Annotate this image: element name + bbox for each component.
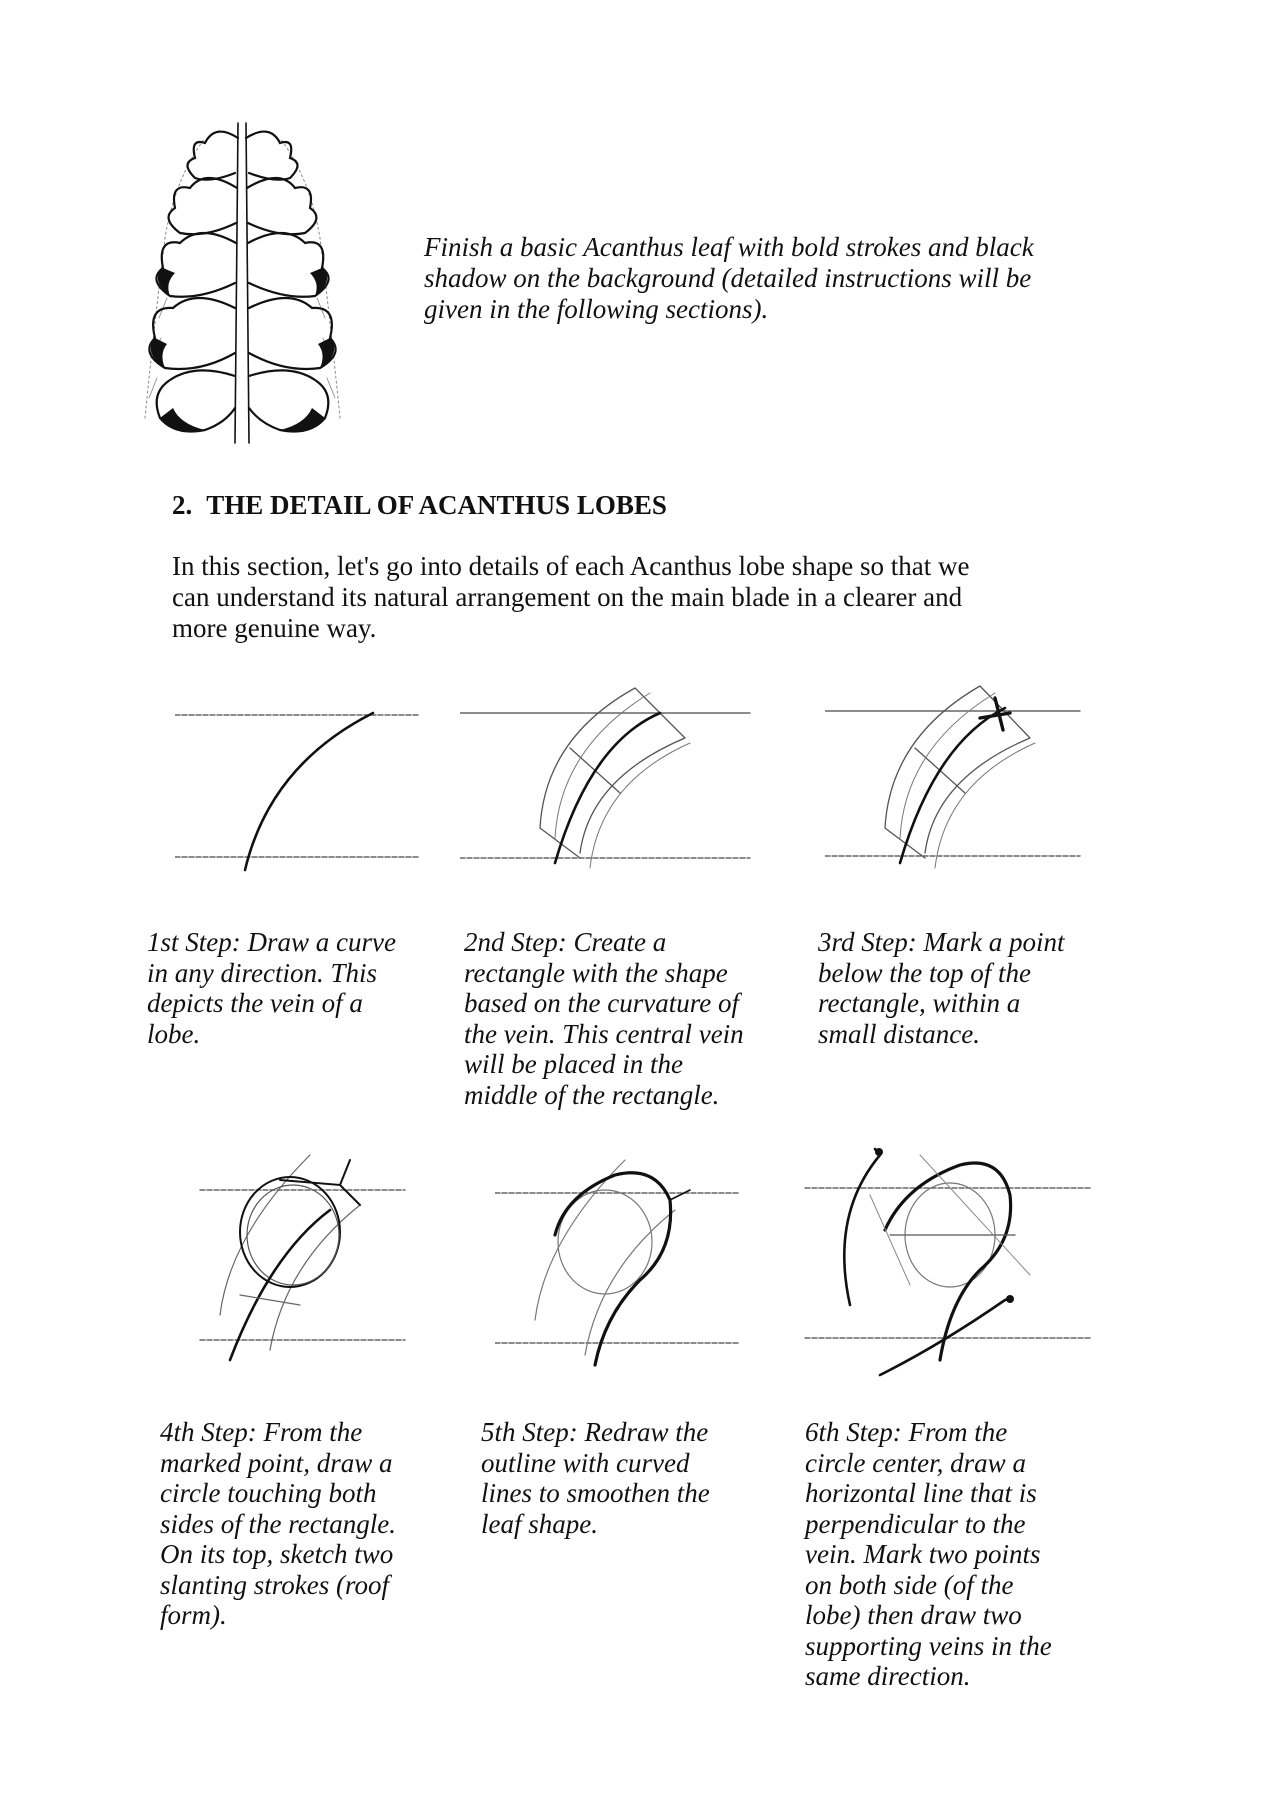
step-1-caption: 1st Step: Draw a curve in any direction. This depicts the vein of a lobe. [147, 927, 396, 1049]
step-4-sketch [190, 1145, 425, 1380]
step-6-sketch [800, 1135, 1095, 1395]
step-3-sketch [825, 668, 1085, 893]
step-5-sketch [495, 1150, 745, 1385]
section-number: 2. [172, 490, 193, 520]
step-5-caption: 5th Step: Redraw the outline with curved lines to smoothen the leaf shape. [481, 1417, 710, 1539]
section-heading [172, 490, 667, 521]
step-2-sketch [460, 668, 760, 893]
section-paragraph: In this section, let's go into details of each Acanthus lobe shape so that we can understand its natural arrangement on the main blade in a clearer and more genuine way. [172, 551, 970, 643]
step-1-sketch [175, 680, 425, 885]
step-3-caption: 3rd Step: Mark a point below the top of the rectangle, within a small distance. [818, 927, 1065, 1049]
section-title: THE DETAIL OF ACANTHUS LOBES [206, 490, 667, 520]
step-6-caption: 6th Step: From the circle center, draw a horizontal line that is perpendicular to the vein. Mark two points on both side (of the lobe) then draw two supporting veins in the same direction. [805, 1417, 1052, 1691]
step-2-caption: 2nd Step: Create a rectangle with the shape based on the curvature of the vein. This central vein will be placed in the middle of the rectangle. [464, 927, 744, 1110]
step-4-caption: 4th Step: From the marked point, draw a circle touching both sides of the rectangle. On its top, sketch two slanting strokes (roof form). [160, 1417, 396, 1630]
intro-text: Finish a basic Acanthus leaf with bold strokes and black shadow on the background (detailed instructions will be given in the following sections). [424, 232, 1034, 324]
acanthus-leaf-illustration [135, 118, 350, 448]
